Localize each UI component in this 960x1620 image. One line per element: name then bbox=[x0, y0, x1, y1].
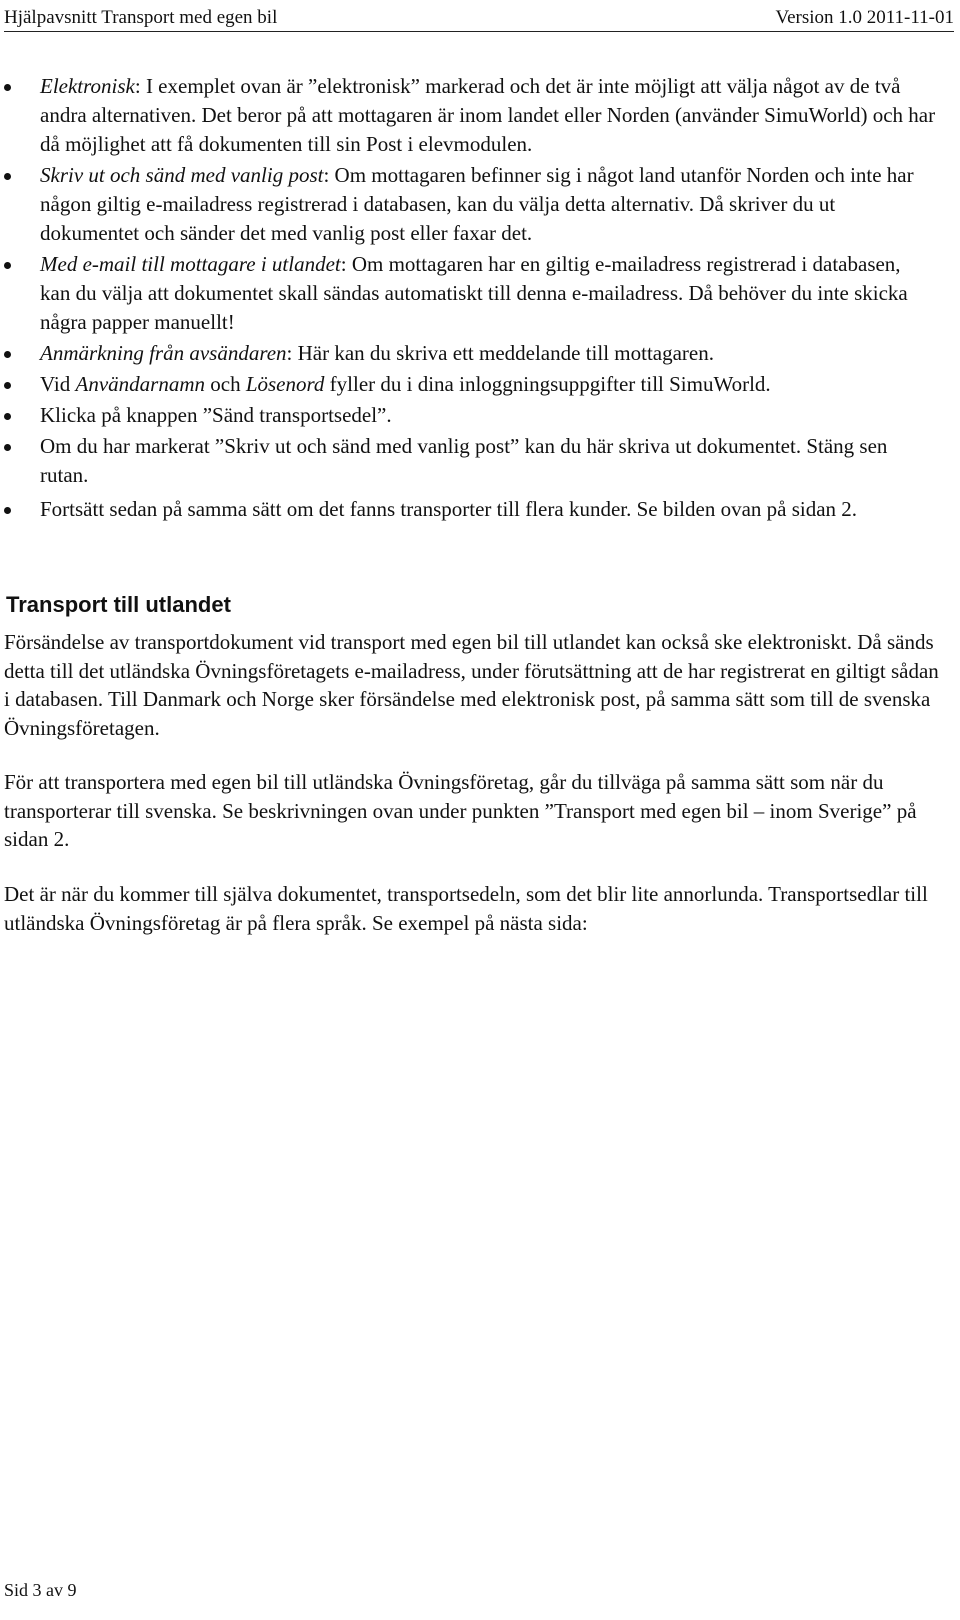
instruction-list bbox=[0, 72, 960, 526]
item-term: Lösenord bbox=[245, 372, 325, 396]
bullet-icon bbox=[4, 382, 11, 389]
item-term: Användarnamn bbox=[75, 372, 205, 396]
item-term: Elektronisk bbox=[40, 74, 135, 98]
list-item bbox=[0, 401, 960, 430]
bullet-icon bbox=[4, 262, 11, 269]
section-heading: Transport till utlandet bbox=[6, 592, 231, 617]
item-text: Klicka på knappen ”Sänd transportsedel”. bbox=[40, 403, 392, 427]
bullet-icon bbox=[4, 173, 11, 180]
item-text: Om du har markerat ”Skriv ut och sänd med vanlig post” kan du här skriva ut dokumentet. Stäng sen rutan. bbox=[40, 434, 888, 487]
item-term: Med e-mail till mottagare i utlandet bbox=[40, 252, 341, 276]
body-paragraph: För att transportera med egen bil till utländska Övningsföretag, går du tillväga på samma sätt som när du transporterar till svenska. Se beskrivningen ovan under punkten ”Transport med egen bil – inom Sverige” på sidan 2. bbox=[4, 770, 917, 851]
list-item bbox=[0, 432, 960, 490]
item-text: fyller du i dina inloggningsuppgifter till SimuWorld. bbox=[324, 372, 771, 396]
list-item bbox=[0, 495, 960, 524]
item-text: : I exemplet ovan är ”elektronisk” markerad och det är inte möjligt att välja något av de två andra alternativen. Det beror på att mottagaren är inom landet eller Norden (använder SimuWorld) och har då möjlighet att få dokumenten till sin Post i elevmodulen. bbox=[40, 74, 936, 156]
item-text: : Om mottagaren befinner sig i något land utanför Norden och inte har någon giltig e-mailadress registrerad i databasen, kan du välja detta alternativ. Då skriver du ut dokumentet och sänder det med vanlig post eller faxar det. bbox=[40, 163, 914, 245]
bullet-icon bbox=[4, 84, 11, 91]
list-item bbox=[0, 370, 960, 399]
item-text: : Här kan du skriva ett meddelande till mottagaren. bbox=[286, 341, 714, 365]
list-item bbox=[0, 250, 960, 337]
document-title: Hjälpavsnitt Transport med egen bil bbox=[4, 7, 278, 28]
bullet-icon bbox=[4, 351, 11, 358]
page-number: Sid 3 av 9 bbox=[4, 1580, 77, 1600]
item-text: Vid bbox=[40, 372, 76, 396]
document-version: Version 1.0 2011-11-01 bbox=[775, 7, 954, 28]
body-paragraph: Det är när du kommer till själva dokumentet, transportsedeln, som det blir lite annorlunda. Transportsedlar till utländska Övningsföretag är på flera språk. Se exempel på nästa sida: bbox=[4, 882, 928, 935]
bullet-icon bbox=[4, 444, 11, 451]
list-item bbox=[0, 339, 960, 368]
item-text: : Om mottagaren har en giltig e-mailadress registrerad i databasen, kan du välja att dokumentet skall sändas automatiskt till denna e-mailadress. Då behöver du inte skicka några papper manuellt! bbox=[40, 252, 908, 334]
item-text: och bbox=[205, 372, 246, 396]
body-paragraph: Försändelse av transportdokument vid transport med egen bil till utlandet kan också ske elektroniskt. Då sänds detta till det utländska Övningsföretagets e-mailadress, under förutsättning att de har registrerat en giltigt sådan i databasen. Till Danmark och Norge sker försändelse med elektronisk post, på samma sätt som till de svenska Övningsföretagen. bbox=[4, 630, 939, 740]
list-item bbox=[0, 161, 960, 248]
header-divider bbox=[4, 31, 954, 32]
item-term: Anmärkning från avsändaren bbox=[40, 341, 287, 365]
bullet-icon bbox=[4, 413, 11, 420]
item-text: Fortsätt sedan på samma sätt om det fanns transporter till flera kunder. Se bilden ovan på sidan 2. bbox=[40, 497, 858, 521]
bullet-icon bbox=[4, 507, 11, 514]
item-term: Skriv ut och sänd med vanlig post bbox=[40, 163, 324, 187]
list-item bbox=[0, 72, 960, 159]
page-header bbox=[4, 4, 954, 32]
